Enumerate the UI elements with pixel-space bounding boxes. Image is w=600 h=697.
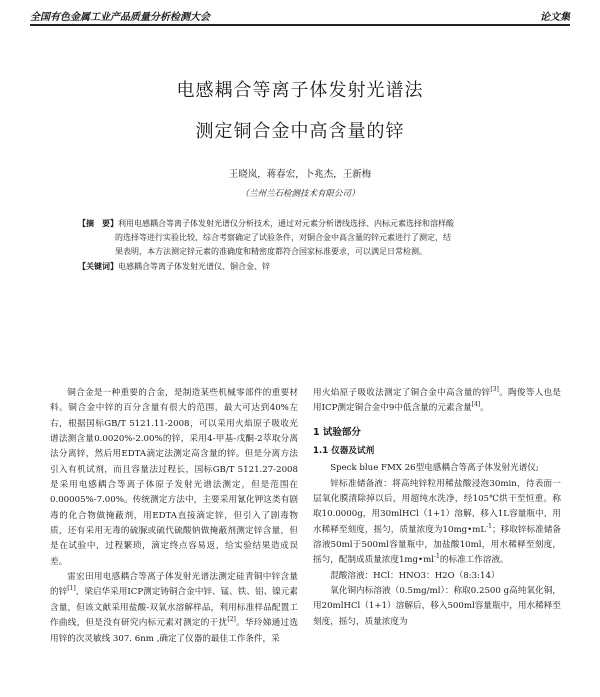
affiliation: （兰州兰石检测技术有限公司）	[240, 189, 360, 199]
paper-title-line2: 测定铜合金中高含量的锌	[195, 121, 405, 142]
keywords-label: 【关键词】	[78, 261, 118, 271]
running-header	[30, 8, 570, 22]
abstract-line: 的选择等进行实验比较，综合考察确定了试验条件，对铜合金中高含量的锌元素进行了测定，结	[115, 233, 451, 242]
body-paragraph: 铜合金是一种重要的合金，是制造某些机械零部件的重要材料。铜合金中锌的百分含量有很大的范围，最大可达到40%左右，根据国标GB/T 5121.11-2008，可以采用火焰原子吸收光谱法测含量0.0020%-2.00%的锌，采用4-甲基-戊酮-2萃取分离法分离锌，然后用EDTA滴定法测定高含量的锌。但是分离方法引入有机试剂，而且容量法过程长，国标GB/T 5121.27-2008是采用电感耦合等离子体原子发射光谱法测定，但是范围在0.00005%-7.00%。传统测定方法中，主要采用氰化钾这类有剧毒的化合物做掩蔽剂，用EDTA直接滴定锌，但引入了剧毒物质，还有采用无毒的硫脲或硫代硫酸钠做掩蔽剂测定锌含量，但是在试验中，过程繁琐，滴定终点容易返，给实验结果造成误差。	[50, 388, 298, 567]
left-column	[50, 386, 298, 647]
section-heading: 1 试验部分	[313, 426, 361, 438]
body-paragraph: 用火焰原子吸收法测定了铜合金中高含量的锌[3]。陶俊等人也是用ICP测定铜合金中9中低含量的元素含量[4]。	[313, 386, 561, 414]
right-column	[313, 386, 561, 630]
body-paragraph: 雷宏田用电感耦合等离子体发射光谱法测定硅青铜中锌含量的锌[1]，梁启华采用ICP测定铸铜合金中锌、锰、铁、铝、镍元素含量，但该文献采用盐酸-双氧水溶解样品，利用标准样品配置工作曲线，但是没有研究内标元素对测定的干扰[2]。华玲娣通过选用锌的次灵敏线 307. 6nm ,确定了仪器的最佳工作条件，采	[50, 572, 298, 644]
header-section: 论文集	[540, 12, 570, 23]
abstract-block	[78, 216, 538, 274]
header-conference: 全国有色金属工业产品质量分析检测大会	[30, 12, 210, 23]
authors: 王晓岚，蒋春宏，卜兆杰，王新梅	[228, 169, 372, 180]
abstract-line: 利用电感耦合等离子体发射光谱仪分析技术，通过对元素分析谱线选择、内标元素选择和溶样酸	[118, 219, 454, 228]
abstract-label: 【摘 要】	[78, 218, 118, 228]
header-rule	[30, 24, 570, 26]
internal-standard-paragraph: 氧化铜内标溶液（0.5mg/ml）：称取0.2500 g高纯氧化铜，用20mlHCl（1+1）溶解后，移入500ml容量瓶中，用水稀释至刻度，摇匀，质量浓度为	[313, 586, 561, 627]
zinc-standard-paragraph: 锌标准储备液：将高纯锌粒用稀盐酸浸泡30min，待表面一层氧化膜清除掉以后，用超纯水洗净，经105℃烘干至恒重。称取10.0000g，用30mlHCl（1+1）溶解，移入1L容量瓶中，用水稀释至刻度，摇匀，质量浓度为$10mg•mL^{-1}$；移取锌标准储备溶液50ml于500ml容量瓶中，加盐酸10ml，用水稀释至刻度，摇匀，配制成质量浓度$1mg•ml^{-1}$的标准工作溶液。	[313, 478, 561, 566]
subsection-heading: 1.1 仪器及试剂	[313, 446, 375, 457]
keywords: 电感耦合等离子体发射光谱仪、铜合金、锌	[118, 262, 270, 271]
abstract-line: 果表明，本方法测定锌元素的准确度和精密度都符合国家标准要求，可以满足日常检测。	[115, 247, 427, 256]
acid-mix-paragraph: 混酸溶液：HCl：HNO3：H2O（8:3:14）	[330, 570, 500, 581]
instrument-paragraph: Speck blue FMX 26型电感耦合等离子体发射光谱仪;	[330, 463, 539, 474]
paper-title-line1: 电感耦合等离子体发射光谱法	[176, 80, 424, 101]
